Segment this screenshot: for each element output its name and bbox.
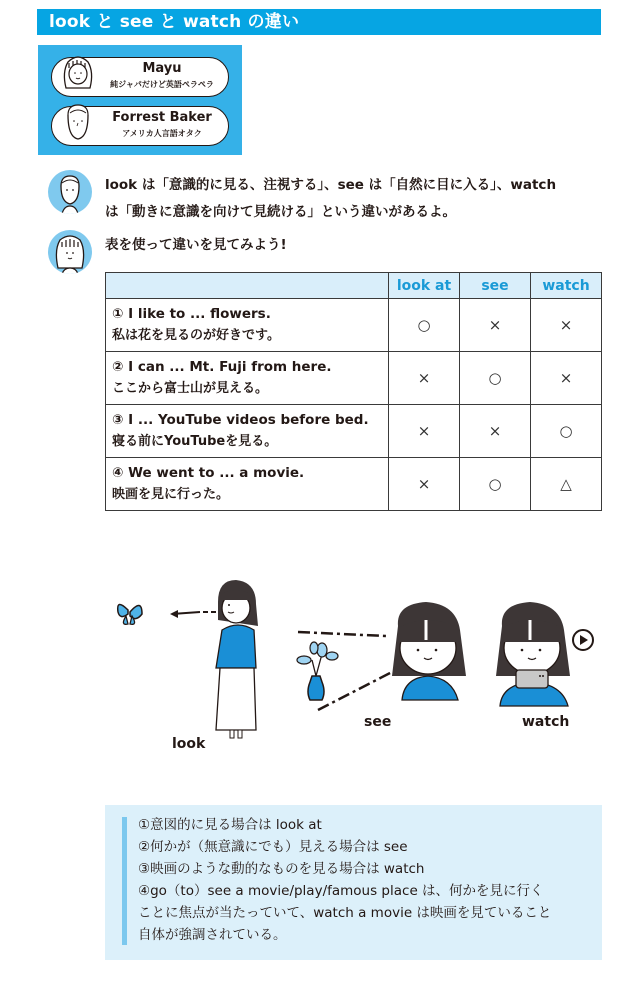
mark-watch: ○ — [531, 405, 602, 458]
label-watch: watch — [522, 714, 570, 730]
cast-card-mayu — [51, 57, 229, 97]
cast-description: 純ジャパだけど英語ペラペラ — [110, 80, 214, 89]
cast-name: Forrest Baker — [112, 110, 212, 125]
see-girl-figure — [392, 602, 466, 700]
summary-line: ①意図的に見る場合は look at — [138, 817, 322, 833]
label-see: see — [364, 714, 392, 730]
look-girl-figure — [216, 580, 258, 738]
table-header-row — [106, 273, 602, 299]
mark-look-at: × — [389, 352, 460, 405]
sentence-cell — [106, 352, 389, 405]
speech-line: look は「意識的に見る、注視する」、see は「自然に目に入る」、watch — [105, 177, 557, 193]
table-header-watch: watch — [531, 273, 602, 299]
cast-name: Mayu — [142, 61, 182, 76]
forrest-avatar-icon — [48, 170, 92, 214]
mark-look-at: × — [389, 458, 460, 511]
mark-see: ○ — [460, 458, 531, 511]
table-row — [106, 299, 602, 352]
cast-description: アメリカ人言語オタク — [122, 129, 202, 138]
summary-line: 自体が強調されている。 — [138, 927, 287, 943]
sentence-en: ② I can ... Mt. Fuji from here. — [112, 359, 332, 375]
speech-line: は「動きに意識を向けて見続ける」という違いがあるよ。 — [105, 204, 456, 220]
sentence-ja: ここから富士山が見える。 — [112, 381, 269, 396]
butterfly-icon — [118, 604, 142, 624]
sentence-cell — [106, 458, 389, 511]
summary-line: ②何かが（無意識にでも）見える場合は see — [138, 839, 408, 855]
table-row — [106, 352, 602, 405]
table-header-see: see — [460, 273, 531, 299]
summary-stripe — [122, 817, 127, 945]
comparison-table — [105, 272, 602, 511]
forrest-face-icon — [58, 101, 98, 147]
cast-box — [38, 45, 242, 155]
summary-lines — [138, 814, 598, 946]
mark-watch: △ — [531, 458, 602, 511]
mayu-avatar-icon — [48, 230, 92, 274]
summary-line: ③映画のような動的なものを見る場合は watch — [138, 861, 425, 877]
speech-text: 表を使って違いを見てみよう! — [105, 237, 287, 253]
sentence-ja: 私は花を見るのが好きです。 — [112, 328, 280, 343]
summary-line: ④go（to）see a movie/play/famous place は、何かを見に行く — [138, 883, 544, 899]
watch-girl-figure — [496, 602, 570, 706]
mark-look-at: ○ — [389, 299, 460, 352]
summary-line: ことに焦点が当たっていて、watch a movie は映画を見ていること — [138, 905, 552, 921]
table-row — [106, 458, 602, 511]
sentence-cell — [106, 299, 389, 352]
sentence-ja: 寝る前にYouTubeを見る。 — [112, 434, 278, 449]
table-header-look-at: look at — [389, 273, 460, 299]
illustration-drawing — [0, 540, 640, 780]
flower-vase-icon — [297, 642, 338, 700]
speech-text — [105, 172, 605, 226]
table-header-blank — [106, 273, 389, 299]
mayu-face-icon — [58, 52, 98, 98]
mark-look-at: × — [389, 405, 460, 458]
table-row — [106, 405, 602, 458]
sentence-en: ① I like to ... flowers. — [112, 306, 271, 322]
sentence-cell — [106, 405, 389, 458]
mark-watch: × — [531, 299, 602, 352]
sentence-en: ④ We went to ... a movie. — [112, 465, 305, 481]
label-look: look — [172, 736, 206, 752]
page-title: look と see と watch の違い — [37, 9, 601, 35]
mark-see: × — [460, 299, 531, 352]
mark-see: × — [460, 405, 531, 458]
cast-card-forrest — [51, 106, 229, 146]
sentence-en: ③ I ... YouTube videos before bed. — [112, 412, 369, 428]
summary-box — [105, 805, 602, 960]
illustration — [0, 540, 640, 780]
sentence-ja: 映画を見に行った。 — [112, 487, 230, 502]
avatar — [48, 230, 92, 274]
mark-watch: × — [531, 352, 602, 405]
mark-see: ○ — [460, 352, 531, 405]
play-icon — [573, 630, 593, 650]
avatar — [48, 170, 92, 214]
